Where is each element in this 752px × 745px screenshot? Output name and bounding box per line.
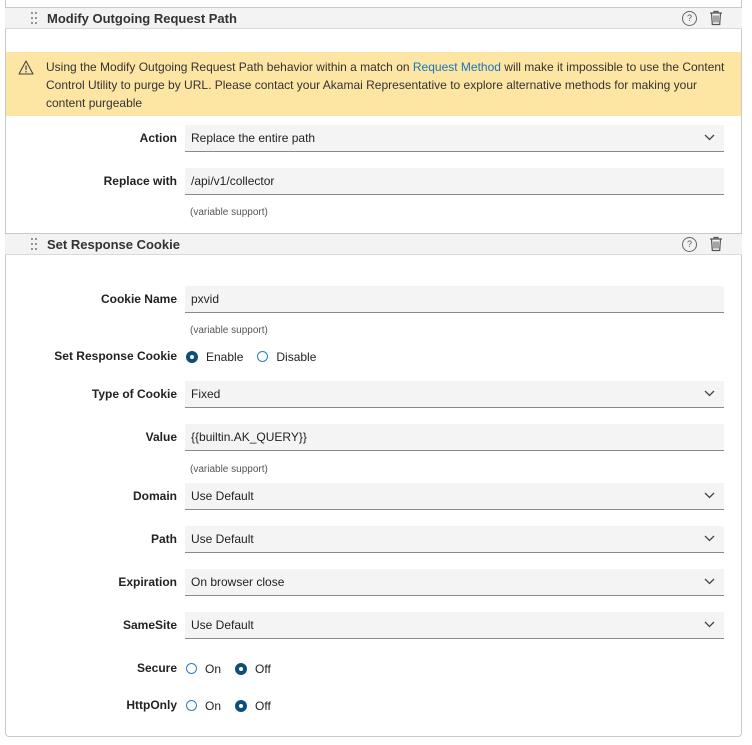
type-of-cookie-row: [0, 381, 752, 408]
disable-label: Disable: [276, 349, 317, 364]
replace-with-value: /api/v1/collector: [191, 174, 275, 188]
secure-off-radio[interactable]: [235, 663, 247, 675]
set-cookie-row: [0, 343, 752, 370]
action-row: [0, 125, 752, 152]
replace-with-row: [0, 168, 752, 195]
expiration-row: [0, 569, 752, 596]
enable-radio[interactable]: [186, 351, 198, 363]
domain-value: Use Default: [191, 489, 254, 503]
request-method-link[interactable]: Request Method: [412, 60, 501, 74]
httponly-on-radio[interactable]: [186, 700, 197, 711]
cookie-name-input[interactable]: [185, 286, 724, 313]
set-cookie-radio-group: [186, 343, 330, 370]
value-row: [0, 424, 752, 451]
secure-on-radio[interactable]: [186, 663, 197, 674]
path-value: Use Default: [191, 532, 254, 546]
warning-text-after: will make it impossible to use the Content Control Utility to purge by URL. Please contact your Akamai Representative to explore alternative methods for making your content purgeable: [46, 60, 725, 110]
secure-off-label: Off: [255, 661, 271, 676]
samesite-value: Use Default: [191, 618, 254, 632]
domain-row: [0, 483, 752, 510]
section-title: Set Response Cookie: [47, 236, 180, 252]
chevron-down-icon: [704, 535, 715, 542]
value-input[interactable]: [185, 424, 724, 451]
type-of-cookie-select[interactable]: [185, 381, 724, 408]
type-of-cookie-label: Type of Cookie: [91, 387, 177, 401]
action-label: Action: [139, 131, 177, 145]
secure-label: Secure: [136, 661, 177, 675]
secure-on-option[interactable]: [186, 662, 221, 676]
value-value: {{builtin.AK_QUERY}}: [191, 430, 307, 444]
httponly-label: HttpOnly: [126, 698, 177, 712]
chevron-down-icon: [704, 390, 715, 397]
expiration-select[interactable]: [185, 569, 724, 596]
enable-label: Enable: [206, 349, 244, 364]
replace-with-input[interactable]: [185, 168, 724, 195]
httponly-on-option[interactable]: [186, 699, 221, 713]
samesite-label: SameSite: [122, 618, 177, 632]
set-cookie-label: Set Response Cookie: [54, 349, 177, 363]
section-title: Modify Outgoing Request Path: [47, 10, 237, 26]
path-row: [0, 526, 752, 553]
chevron-down-icon: [704, 621, 715, 628]
variable-support-hint: (variable support): [190, 325, 268, 336]
httponly-off-radio[interactable]: [235, 700, 247, 712]
httponly-off-label: Off: [255, 698, 271, 713]
variable-support-hint: (variable support): [190, 207, 268, 218]
path-select[interactable]: [185, 526, 724, 553]
trash-icon[interactable]: [709, 236, 723, 252]
help-circle-icon[interactable]: ?: [682, 237, 697, 252]
warning-banner: [6, 52, 741, 116]
type-of-cookie-value: Fixed: [191, 387, 221, 401]
domain-select[interactable]: [185, 483, 724, 510]
secure-row: [0, 655, 752, 682]
httponly-off-option[interactable]: [235, 699, 271, 713]
replace-with-label: Replace with: [103, 174, 177, 188]
httponly-row: [0, 692, 752, 719]
path-label: Path: [150, 532, 177, 546]
samesite-select[interactable]: [185, 612, 724, 639]
disable-radio-option[interactable]: [257, 350, 316, 364]
secure-off-option[interactable]: [235, 662, 271, 676]
domain-label: Domain: [132, 489, 177, 503]
secure-radio-group: [186, 655, 285, 682]
httponly-on-label: On: [205, 698, 222, 713]
warning-text-before: Using the Modify Outgoing Request Path behavior within a match on: [46, 60, 413, 74]
chevron-down-icon: [704, 492, 715, 499]
drag-handle-icon[interactable]: [31, 12, 39, 24]
samesite-row: [0, 612, 752, 639]
section-header-modify-path: [5, 7, 742, 29]
cookie-name-value: pxvid: [191, 292, 220, 306]
cookie-name-label: Cookie Name: [100, 292, 177, 306]
secure-on-label: On: [205, 661, 222, 676]
chevron-down-icon: [704, 134, 715, 141]
value-label: Value: [145, 430, 177, 444]
disable-radio[interactable]: [257, 351, 268, 362]
warning-triangle-icon: [18, 60, 34, 75]
trash-icon[interactable]: [709, 10, 723, 26]
cookie-name-row: [0, 286, 752, 313]
expiration-label: Expiration: [118, 575, 177, 589]
chevron-down-icon: [704, 578, 715, 585]
section-header-set-cookie: [5, 233, 742, 255]
expiration-value: On browser close: [191, 575, 285, 589]
action-value: Replace the entire path: [191, 131, 316, 145]
variable-support-hint: (variable support): [190, 464, 268, 475]
httponly-radio-group: [186, 692, 285, 719]
action-select[interactable]: [185, 125, 724, 152]
enable-radio-option[interactable]: [186, 350, 243, 364]
help-circle-icon[interactable]: ?: [682, 11, 697, 26]
drag-handle-icon[interactable]: [31, 238, 39, 250]
